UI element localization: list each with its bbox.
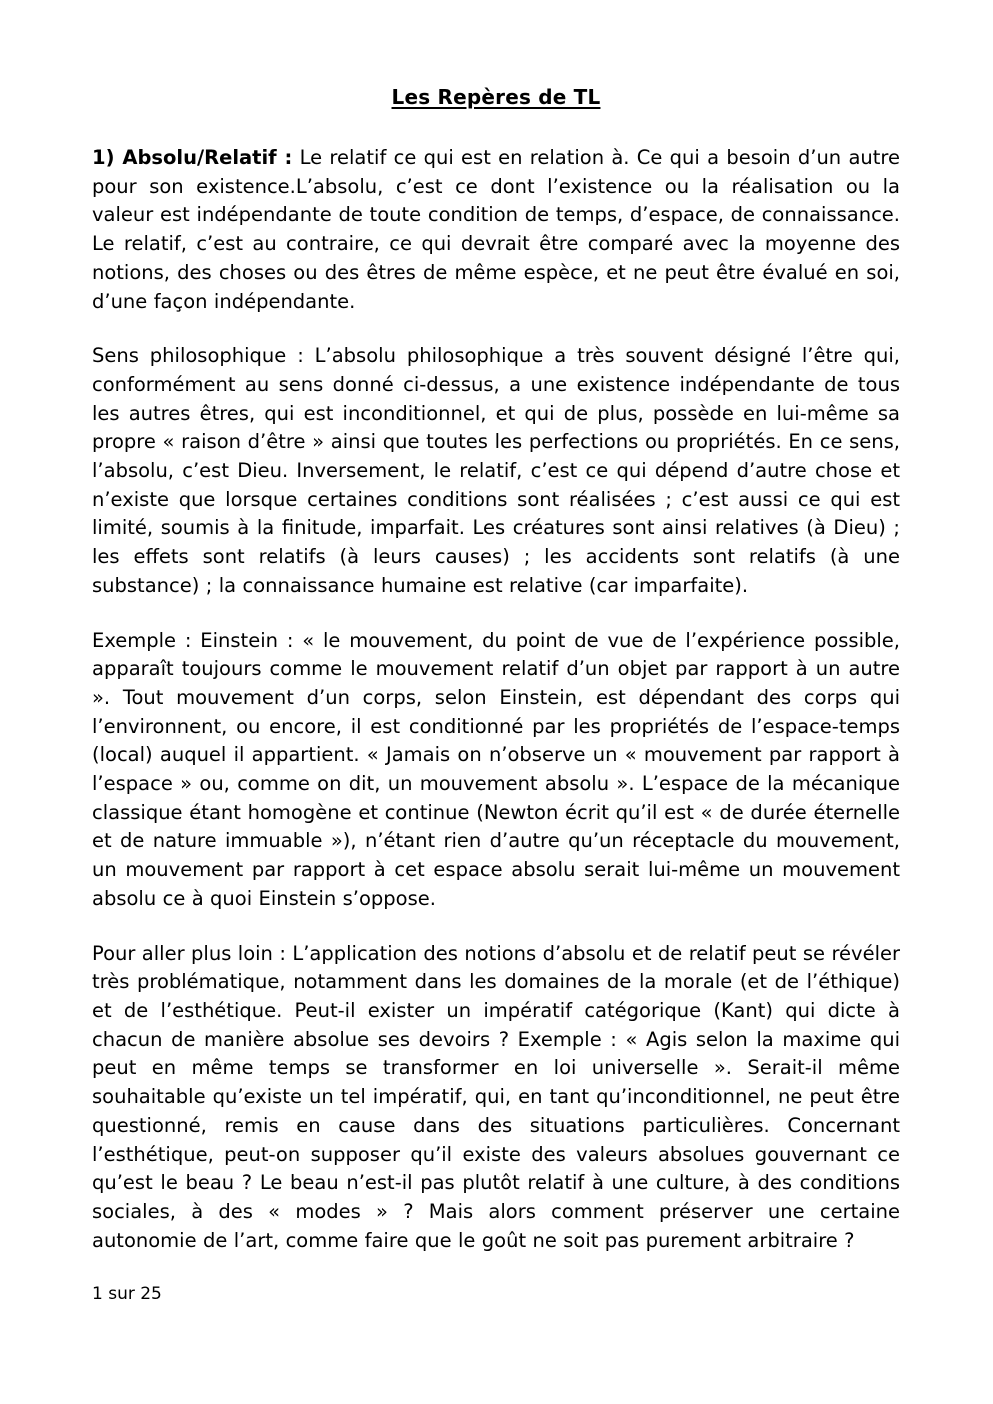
paragraph-sens-philosophique [92,342,900,600]
paragraph-lead-label: 1) Absolu/Relatif : [92,146,293,169]
paragraph-exemple-einstein [92,627,900,914]
paragraph-pour-aller-plus-loin [92,940,900,1256]
paragraph-text: Exemple : Einstein : « le mouvement, du point de vue de l’expérience possible, apparaît toujours comme le mouvement relatif d’un objet par rapport à un autre ». Tout mouvement d’un corps, selon Einstein, est dépendant des corps qui l’environnent, ou encore, il est conditionné par les propriétés de l’espace-temps (local) auquel il appartient. « Jamais on n’observe un « mouvement par rapport à l’espace » ou, comme on dit, un mouvement absolu ». L’espace de la mécanique classique étant homogène et continue (Newton écrit qu’il est « de durée éternelle et de nature immuable »), n’étant rien d’autre qu’un réceptacle du mouvement, un mouvement par rapport à cet espace absolu serait lui-même un mouvement absolu ce à quoi Einstein s’oppose. [92,628,900,910]
paragraph-text: Le relatif ce qui est en relation à. Ce qui a besoin d’un autre pour son existence.L’absolu, c’est ce dont l’existence ou la réalisation ou la valeur est indépendante de toute condition de temps, d’espace, de connaissance. Le relatif, c’est au contraire, ce qui devrait être comparé avec la moyenne des notions, des choses ou des êtres de même espèce, et ne peut être évalué en soi, d’une façon indépendante. [92,146,900,313]
paragraph-absolu-relatif-definition [92,144,900,316]
document-body [92,84,900,1255]
page-number-footer: 1 sur 25 [92,1284,162,1304]
page-title: Les Repères de TL [391,85,601,109]
paragraph-text: Pour aller plus loin : L’application des notions d’absolu et de relatif peut se révéler très problématique, notamment dans les domaines de la morale (et de l’éthique) et de l’esthétique. Peut-il exister un impératif catégorique (Kant) qui dicte à chacun de manière absolue ses devoirs ? Exemple : « Agis selon la maxime qui peut en même temps se transformer en loi universelle ». Serait-il même souhaitable qu’existe un tel impératif, qui, en tant qu’inconditionnel, ne peut être questionné, remis en cause dans des situations particulières. Concernant l’esthétique, peut-on supposer qu’il existe des valeurs absolues gouvernant ce qu’est le beau ? Le beau n’est-il pas plutôt relatif à une culture, à des conditions sociales, à des « modes » ? Mais alors comment préserver une certaine autonomie de l’art, comme faire que le goût ne soit pas purement arbitraire ? [92,941,900,1252]
paragraph-text: Sens philosophique : L’absolu philosophique a très souvent désigné l’être qui, conformément au sens donné ci-dessus, a une existence indépendante de tous les autres êtres, qui est inconditionnel, et qui de plus, possède en lui-même sa propre « raison d’être » ainsi que toutes les perfections ou propriétés. En ce sens, l’absolu, c’est Dieu. Inversement, le relatif, c’est ce qui dépend d’autre chose et n’existe que lorsque certaines conditions sont réalisées ; c’est aussi ce qui est limité, soumis à la finitude, imparfait. Les créatures sont ainsi relatives (à Dieu) ; les effets sont relatifs (à leurs causes) ; les accidents sont relatifs (à une substance) ; la connaissance humaine est relative (car imparfaite). [92,344,900,597]
